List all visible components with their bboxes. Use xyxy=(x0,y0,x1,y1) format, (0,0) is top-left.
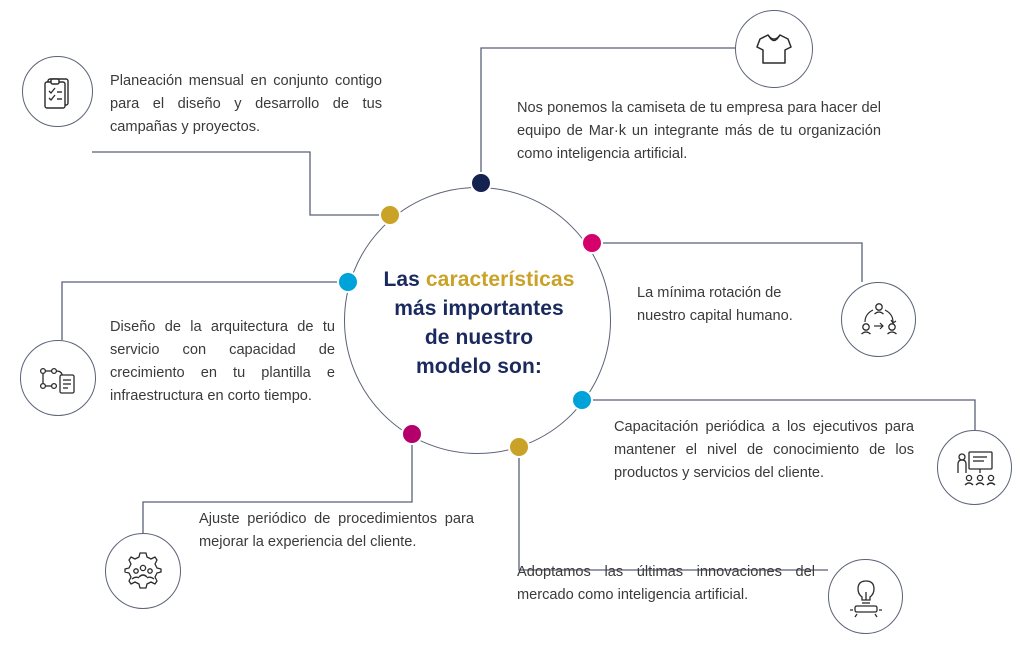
clipboard-checklist-icon xyxy=(38,72,78,112)
node-dot-ajuste[interactable] xyxy=(401,423,423,445)
node-dot-planeacion[interactable] xyxy=(379,204,401,226)
node-text-camiseta: Nos ponemos la camiseta de tu empresa para hacer del equipo de Mar·k un integrante más de tu organización como inteligencia artificial. xyxy=(517,100,881,162)
node-dot-innovaciones[interactable] xyxy=(508,436,530,458)
node-text-capacitacion: Capacitación periódica a los ejecutivos para mantener el nivel de conocimiento de los productos y servicios del cliente. xyxy=(614,419,914,481)
node-text-arquitectura: Diseño de la arquitectura de tu servicio con capacidad de crecimiento en tu plantilla e infraestructura en corto tiempo. xyxy=(110,319,335,404)
t-shirt-icon xyxy=(751,26,797,72)
presentation-training-icon xyxy=(952,445,998,491)
icon-circle-planeacion[interactable] xyxy=(22,56,93,127)
icon-circle-rotacion[interactable] xyxy=(841,282,916,357)
center-title-line3: de nuestro xyxy=(424,326,534,349)
icon-circle-capacitacion[interactable] xyxy=(937,430,1012,505)
icon-circle-camiseta[interactable] xyxy=(735,10,813,88)
node-dot-capacitacion[interactable] xyxy=(571,389,593,411)
center-title-line2: más importantes xyxy=(394,297,564,320)
node-text-rotacion: La mínima rotación de nuestro capital humano. xyxy=(637,285,793,324)
node-dot-arquitectura[interactable] xyxy=(337,271,359,293)
lightbulb-gear-icon xyxy=(843,574,889,620)
node-text-ajuste: Ajuste periódico de procedimientos para mejorar la experiencia del cliente. xyxy=(199,511,474,550)
node-dot-camiseta[interactable] xyxy=(470,172,492,194)
center-title xyxy=(364,265,594,381)
node-text-innovaciones: Adoptamos las últimas innovaciones del mercado como inteligencia artificial. xyxy=(517,564,815,603)
icon-circle-ajuste[interactable] xyxy=(105,533,181,609)
center-title-line1-pre: Las xyxy=(383,268,426,291)
node-dot-rotacion[interactable] xyxy=(581,232,603,254)
icon-circle-innovaciones[interactable] xyxy=(828,559,903,634)
team-rotation-icon xyxy=(856,297,902,343)
node-text-planeacion: Planeación mensual en conjunto contigo para el diseño y desarrollo de tus campañas y proyectos. xyxy=(110,73,382,135)
center-title-highlight: características xyxy=(425,268,575,291)
icon-circle-arquitectura[interactable] xyxy=(20,340,96,416)
network-document-icon xyxy=(35,355,81,401)
center-title-line4: modelo son: xyxy=(416,355,542,378)
gear-people-icon xyxy=(120,548,166,594)
